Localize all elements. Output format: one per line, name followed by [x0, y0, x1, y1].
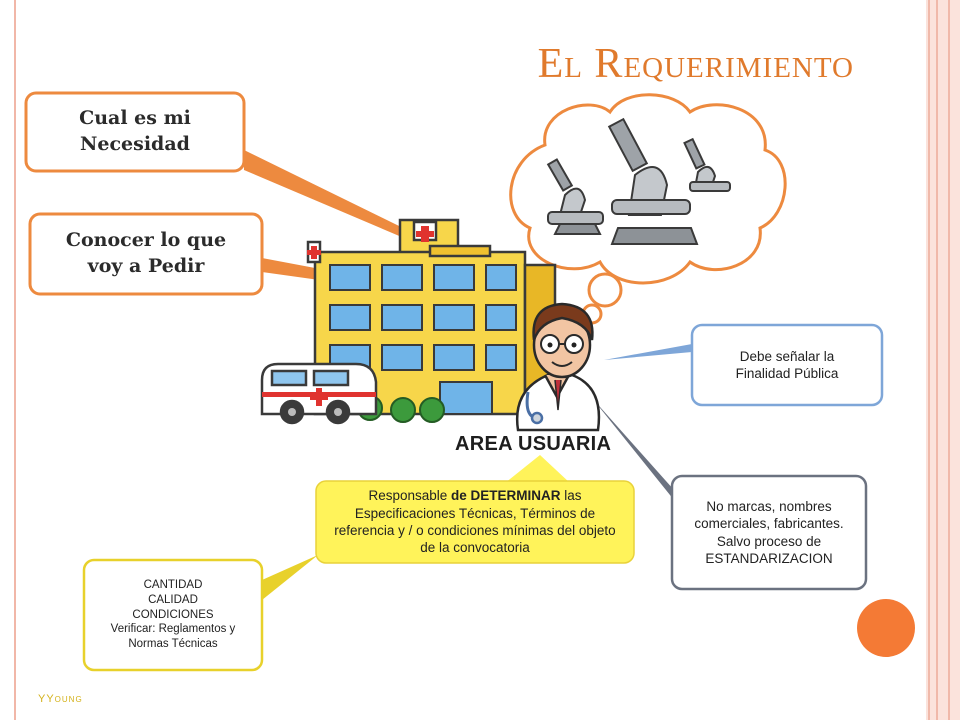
- decor-orange-circle: [857, 599, 915, 657]
- callout-no-marcas: [676, 479, 862, 586]
- checklist-item: Verificar: Reglamentos y Normas Técnicas: [110, 623, 236, 651]
- pointer-checklist: [262, 555, 318, 600]
- responsable-rest: las Especificaciones Técnicas, Términos de referencia y / o condiciones mínimas del objeto de la convocatoria: [334, 488, 616, 556]
- callout-necesidad: [30, 96, 240, 168]
- responsable-prefix: Responsable: [368, 488, 452, 504]
- callout-necesidad-text: Cual es mi Necesidad: [79, 107, 191, 155]
- slide-title: El Requerimiento: [537, 41, 854, 87]
- callout-responsable-text: [325, 487, 625, 556]
- callout-finalidad-text: Debe señalar la Finalidad Pública: [735, 348, 839, 381]
- checklist-item: CONDICIONES: [132, 608, 214, 621]
- ambulance-icon: [262, 364, 376, 423]
- responsable-bold: de DETERMINAR: [451, 488, 561, 504]
- callout-conocer: [34, 217, 258, 291]
- callout-responsable: [320, 484, 630, 560]
- footer-author: YYoung: [38, 693, 83, 705]
- pointer-finalidad: [604, 344, 692, 360]
- checklist-item: CALIDAD: [148, 593, 198, 606]
- area-usuaria-label: AREA USUARIA: [455, 433, 612, 455]
- callout-conocer-text: Conocer lo que voy a Pedir: [65, 229, 227, 277]
- callout-no-marcas-text: No marcas, nombres comerciales, fabricantes. Salvo proceso de ESTANDARIZACION: [694, 498, 844, 566]
- callout-checklist: [88, 563, 258, 667]
- pointer-responsable: [505, 455, 570, 483]
- checklist-item: CANTIDAD: [143, 578, 203, 591]
- callout-finalidad: [696, 328, 878, 402]
